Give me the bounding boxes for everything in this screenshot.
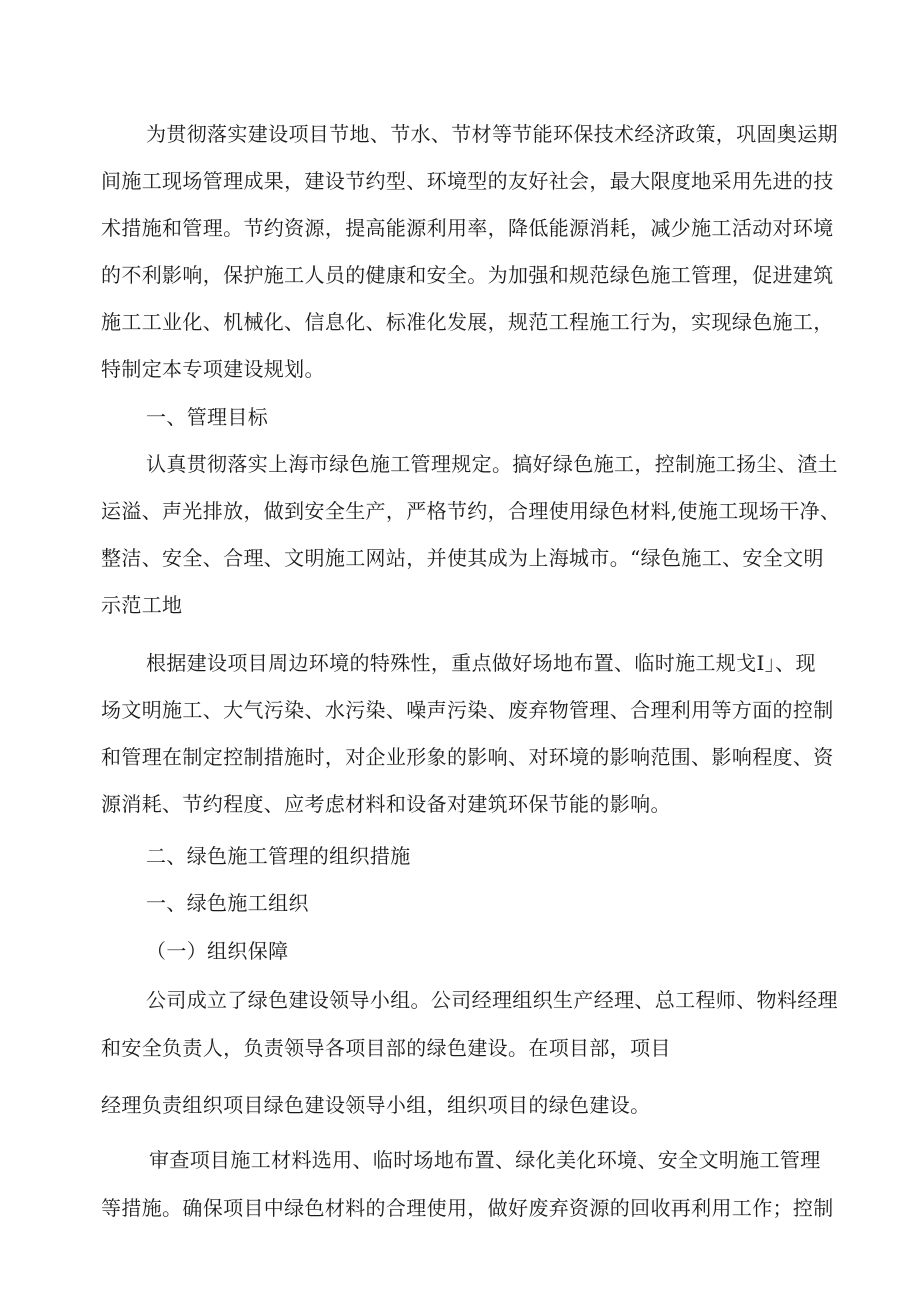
text-line: 审查项目施工材料选用、临时场地布置、绿化美化环境、安全文明施工管理 bbox=[149, 1148, 821, 1172]
section-heading-management-goal: 一、管理目标 bbox=[146, 405, 269, 429]
section-heading-organization-measures: 二、绿色施工管理的组织措施 bbox=[146, 844, 411, 868]
text-line: 和安全负责人，负责领导各项目部的绿色建设。在项目部，项目 bbox=[101, 1036, 671, 1060]
text-line: 示范工地 bbox=[101, 593, 183, 617]
text-line: 源消耗、节约程度、应考虑材料和设备对建筑环保节能的影响。 bbox=[101, 792, 671, 816]
text-line: 术措施和管理。节约资源，提高能源利用率，降低能源消耗，减少施工活动对环境 bbox=[101, 216, 834, 240]
text-line: 和管理在制定控制措施时，对企业形象的影响、对环境的影响范围、影响程度、资 bbox=[101, 745, 834, 769]
text-line: 认真贯彻落实上海市绿色施工管理规定。搞好绿色施工，控制施工扬尘、渣土 bbox=[146, 452, 838, 476]
text-line: 间施工现场管理成果，建设节约型、环境型的友好社会，最大限度地采用先进的技 bbox=[101, 169, 834, 193]
text-line: 场文明施工、大气污染、水污染、噪声污染、废弃物管理、合理利用等方面的控制 bbox=[101, 698, 834, 722]
text-line: 根据建设项目周边环境的特殊性，重点做好场地布置、临时施工规戈I」、现 bbox=[146, 651, 816, 675]
subsection-heading-green-organization: 一、绿色施工组织 bbox=[146, 891, 309, 915]
text-line: 运溢、声光排放，做到安全生产，严格节约，合理使用绿色材料,使施工现场干净、 bbox=[101, 499, 841, 523]
text-line: 施工工业化、机械化、信息化、标准化发展，规范工程施工行为，实现绿色施工， bbox=[101, 310, 834, 334]
text-line: 的不利影响，保护施工人员的健康和安全。为加强和规范绿色施工管理，促进建筑 bbox=[101, 263, 834, 287]
text-line: 为贯彻落实建设项目节地、节水、节材等节能环保技术经济政策，巩固奥运期 bbox=[146, 122, 838, 146]
text-line: 经理负责组织项目绿色建设领导小组，组织项目的绿色建设。 bbox=[101, 1093, 651, 1117]
text-line: 公司成立了绿色建设领导小组。公司经理组织生产经理、总工程师、物料经理 bbox=[146, 988, 838, 1012]
subsection-heading-organization-guarantee: （一）组织保障 bbox=[146, 939, 289, 963]
text-line: 特制定本专项建设规划。 bbox=[101, 357, 325, 381]
text-line: 等措施。确保项目中绿色材料的合理使用，做好废弃资源的回收再利用工作；控制 bbox=[101, 1196, 834, 1220]
text-line: 整洁、安全、合理、文明施工网站，并使其成为上海城市。“绿色施工、安全文明 bbox=[101, 546, 824, 570]
